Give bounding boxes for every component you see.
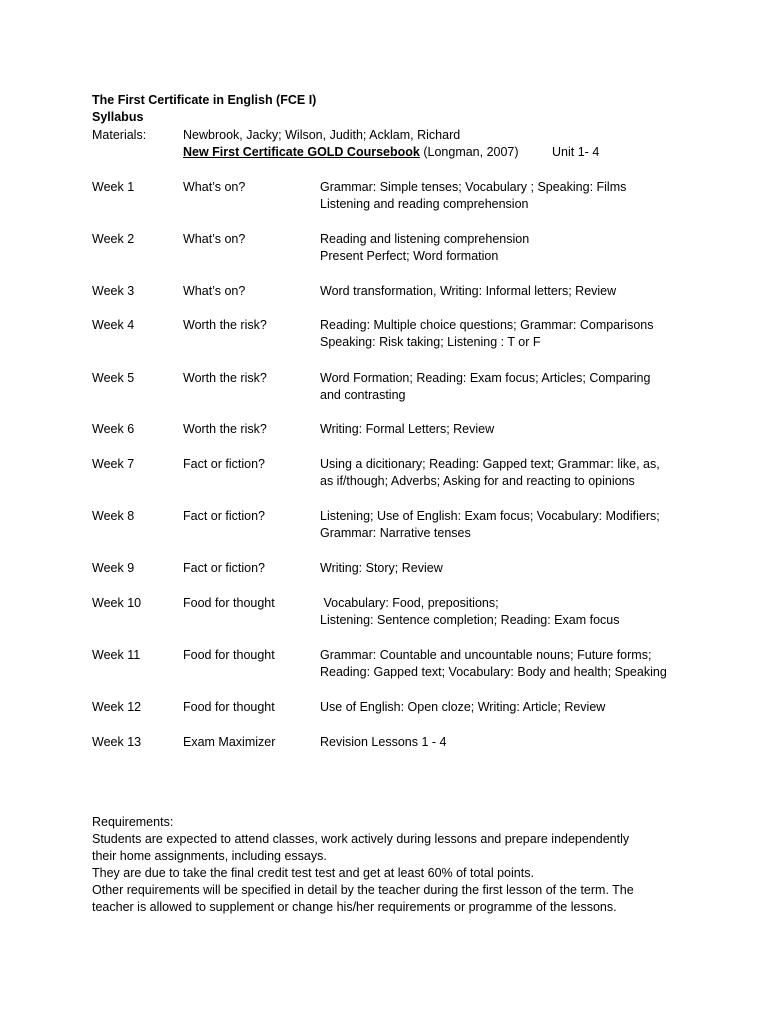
document-title: The First Certificate in English (FCE I) — [92, 93, 317, 107]
week-label: Week 6 — [92, 422, 135, 436]
week-label: Week 9 — [92, 561, 135, 575]
week-topics — [320, 370, 700, 404]
requirements-line: teacher is allowed to supplement or change his/her requirements or programme of the lessons. — [92, 900, 617, 914]
week-label: Week 11 — [92, 648, 141, 662]
requirements-section — [92, 814, 712, 916]
topic-line: Revision Lessons 1 - 4 — [320, 735, 447, 749]
week-label: Week 4 — [92, 318, 135, 332]
topic-line: Listening; Use of English: Exam focus; Vocabulary: Modifiers; — [320, 509, 660, 523]
topic-line: Grammar: Countable and uncountable nouns; Future forms; — [320, 648, 652, 662]
week-theme: Food for thought — [183, 700, 275, 714]
materials-book — [183, 144, 599, 161]
materials-authors: Newbrook, Jacky; Wilson, Judith; Acklam, Richard — [183, 128, 461, 142]
document-subtitle: Syllabus — [92, 110, 144, 124]
requirements-line: They are due to take the final credit test test and get at least 60% of total points. — [92, 866, 534, 880]
week-theme: Fact or fiction? — [183, 457, 265, 471]
topic-line: Writing: Story; Review — [320, 561, 443, 575]
topic-line: Writing: Formal Letters; Review — [320, 422, 495, 436]
week-label: Week 2 — [92, 232, 135, 246]
requirements-line: Other requirements will be specified in detail by the teacher during the first lesson of the term. The — [92, 883, 634, 897]
week-theme: Fact or fiction? — [183, 509, 265, 523]
topic-line: Reading: Multiple choice questions; Grammar: Comparisons — [320, 318, 654, 332]
topic-line: Reading: Gapped text; Vocabulary: Body and health; Speaking — [320, 665, 667, 679]
topic-line: Present Perfect; Word formation — [320, 249, 499, 263]
week-label: Week 1 — [92, 180, 135, 194]
requirements-heading: Requirements: — [92, 815, 174, 829]
week-theme: What’s on? — [183, 232, 246, 246]
book-title: New First Certificate GOLD Coursebook — [183, 145, 420, 159]
week-theme: Worth the risk? — [183, 318, 267, 332]
week-label: Week 3 — [92, 284, 135, 298]
topic-line: and contrasting — [320, 388, 406, 402]
requirements-line: Students are expected to attend classes, work actively during lessons and prepare independently — [92, 832, 630, 846]
book-publisher: (Longman, 2007) — [423, 145, 519, 159]
week-theme: What’s on? — [183, 284, 246, 298]
week-topics — [320, 179, 700, 213]
week-label: Week 7 — [92, 457, 135, 471]
topic-line: Speaking: Risk taking; Listening : T or F — [320, 335, 541, 349]
topic-line: Word Formation; Reading: Exam focus; Articles; Comparing — [320, 371, 651, 385]
topic-line: Using a dicitionary; Reading: Gapped text; Grammar: like, as, — [320, 457, 660, 471]
week-topics — [320, 283, 700, 300]
materials-label: Materials: — [92, 128, 147, 142]
topic-line: Grammar: Narrative tenses — [320, 526, 471, 540]
week-topics — [320, 508, 700, 542]
week-theme: Food for thought — [183, 596, 275, 610]
week-topics — [320, 699, 700, 716]
requirements-line: their home assignments, including essays. — [92, 849, 327, 863]
week-topics — [320, 421, 700, 438]
week-label: Week 8 — [92, 509, 135, 523]
topic-line: Reading and listening comprehension — [320, 232, 530, 246]
week-topics — [320, 231, 700, 265]
week-theme: Exam Maximizer — [183, 735, 276, 749]
week-topics — [320, 560, 700, 577]
week-theme: What’s on? — [183, 180, 246, 194]
topic-line: Vocabulary: Food, prepositions; — [320, 596, 499, 610]
week-label: Week 5 — [92, 371, 135, 385]
topic-line: Listening: Sentence completion; Reading: Exam focus — [320, 613, 620, 627]
week-topics — [320, 595, 700, 629]
week-topics — [320, 456, 700, 490]
topic-line: Listening and reading comprehension — [320, 197, 529, 211]
week-topics — [320, 734, 700, 751]
week-theme: Food for thought — [183, 648, 275, 662]
topic-line: as if/though; Adverbs; Asking for and reacting to opinions — [320, 474, 635, 488]
week-theme: Worth the risk? — [183, 371, 267, 385]
week-theme: Worth the risk? — [183, 422, 267, 436]
week-topics — [320, 317, 700, 351]
topic-line: Grammar: Simple tenses; Vocabulary ; Speaking: Films — [320, 180, 627, 194]
week-label: Week 13 — [92, 735, 142, 749]
book-units: Unit 1- 4 — [552, 145, 600, 159]
week-label: Week 12 — [92, 700, 142, 714]
topic-line: Use of English: Open cloze; Writing: Article; Review — [320, 700, 606, 714]
topic-line: Word transformation, Writing: Informal letters; Review — [320, 284, 617, 298]
week-topics — [320, 647, 700, 681]
week-label: Week 10 — [92, 596, 142, 610]
week-theme: Fact or fiction? — [183, 561, 265, 575]
